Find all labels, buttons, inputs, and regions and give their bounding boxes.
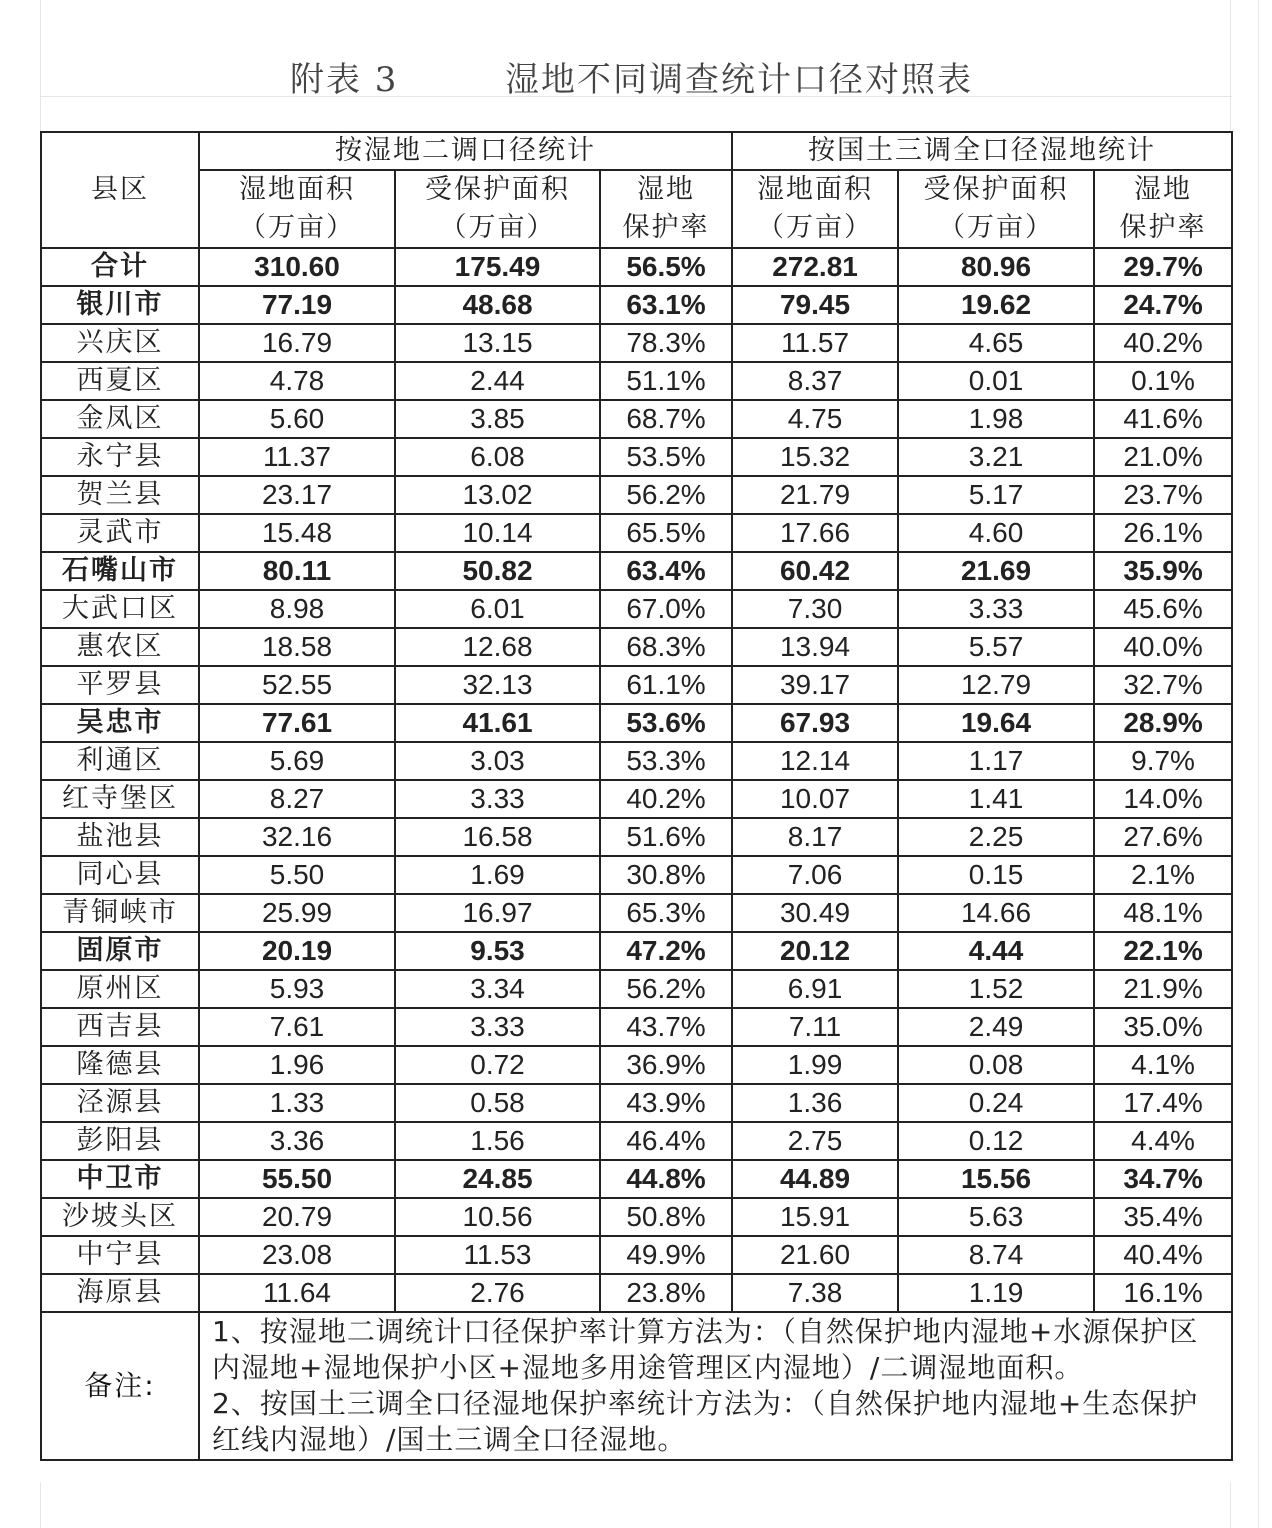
cell-county: 兴庆区 (41, 324, 199, 362)
cell-rate-survey2: 78.3% (600, 324, 732, 362)
cell-rate-survey3: 22.1% (1094, 932, 1232, 970)
cell-protected-survey3: 12.79 (898, 666, 1094, 704)
cell-rate-survey3: 45.6% (1094, 590, 1232, 628)
cell-area-survey2: 8.27 (199, 780, 395, 818)
cell-county: 利通区 (41, 742, 199, 780)
cell-area-survey3: 272.81 (732, 248, 898, 286)
cell-rate-survey3: 41.6% (1094, 400, 1232, 438)
cell-protected-survey3: 5.63 (898, 1198, 1094, 1236)
cell-area-survey2: 18.58 (199, 628, 395, 666)
cell-county: 盐池县 (41, 818, 199, 856)
table-row (41, 1274, 1232, 1312)
cell-county: 银川市 (41, 286, 199, 324)
cell-area-survey3: 79.45 (732, 286, 898, 324)
cell-area-survey2: 77.61 (199, 704, 395, 742)
cell-rate-survey3: 35.4% (1094, 1198, 1232, 1236)
cell-rate-survey3: 26.1% (1094, 514, 1232, 552)
table-row (41, 970, 1232, 1008)
cell-protected-survey2: 16.97 (395, 894, 600, 932)
cell-protected-survey2: 9.53 (395, 932, 600, 970)
cell-rate-survey3: 28.9% (1094, 704, 1232, 742)
cell-area-survey3: 30.49 (732, 894, 898, 932)
cell-area-survey2: 5.69 (199, 742, 395, 780)
cell-protected-survey2: 3.33 (395, 780, 600, 818)
cell-rate-survey2: 56.2% (600, 476, 732, 514)
table-row (41, 400, 1232, 438)
cell-county: 石嘴山市 (41, 552, 199, 590)
cell-rate-survey2: 63.1% (600, 286, 732, 324)
cell-protected-survey2: 0.72 (395, 1046, 600, 1084)
cell-area-survey3: 7.06 (732, 856, 898, 894)
table-row (41, 856, 1232, 894)
cell-protected-survey2: 48.68 (395, 286, 600, 324)
cell-rate-survey3: 29.7% (1094, 248, 1232, 286)
cell-county: 中宁县 (41, 1236, 199, 1274)
table-row (41, 780, 1232, 818)
cell-rate-survey2: 30.8% (600, 856, 732, 894)
cell-rate-survey3: 35.0% (1094, 1008, 1232, 1046)
header-area-2 (732, 170, 898, 248)
header-protected-2-line1: 受保护面积 (923, 174, 1069, 205)
table-row (41, 932, 1232, 970)
cell-rate-survey3: 9.7% (1094, 742, 1232, 780)
cell-rate-survey3: 40.2% (1094, 324, 1232, 362)
cell-protected-survey3: 15.56 (898, 1160, 1094, 1198)
cell-protected-survey3: 4.44 (898, 932, 1094, 970)
cell-protected-survey2: 24.85 (395, 1160, 600, 1198)
cell-rate-survey2: 49.9% (600, 1236, 732, 1274)
cell-county: 同心县 (41, 856, 199, 894)
cell-area-survey2: 11.37 (199, 438, 395, 476)
cell-county: 永宁县 (41, 438, 199, 476)
cell-rate-survey2: 47.2% (600, 932, 732, 970)
table-row (41, 1122, 1232, 1160)
cell-rate-survey3: 4.1% (1094, 1046, 1232, 1084)
notes-text (199, 1312, 1232, 1460)
cell-protected-survey2: 10.56 (395, 1198, 600, 1236)
table-row (41, 286, 1232, 324)
cell-area-survey3: 2.75 (732, 1122, 898, 1160)
cell-rate-survey2: 56.2% (600, 970, 732, 1008)
cell-protected-survey2: 13.02 (395, 476, 600, 514)
cell-protected-survey2: 3.33 (395, 1008, 600, 1046)
cell-county: 平罗县 (41, 666, 199, 704)
cell-rate-survey2: 65.3% (600, 894, 732, 932)
cell-rate-survey3: 17.4% (1094, 1084, 1232, 1122)
cell-rate-survey3: 21.0% (1094, 438, 1232, 476)
cell-area-survey3: 12.14 (732, 742, 898, 780)
cell-county: 吴忠市 (41, 704, 199, 742)
cell-area-survey2: 15.48 (199, 514, 395, 552)
cell-protected-survey2: 32.13 (395, 666, 600, 704)
header-area-1 (199, 170, 395, 248)
cell-rate-survey3: 35.9% (1094, 552, 1232, 590)
cell-county: 中卫市 (41, 1160, 199, 1198)
cell-county: 灵武市 (41, 514, 199, 552)
grid-guide-bottom-right (1230, 1482, 1231, 1528)
cell-protected-survey2: 50.82 (395, 552, 600, 590)
cell-area-survey2: 20.79 (199, 1198, 395, 1236)
cell-rate-survey3: 0.1% (1094, 362, 1232, 400)
cell-rate-survey2: 51.1% (600, 362, 732, 400)
cell-rate-survey2: 23.8% (600, 1274, 732, 1312)
cell-protected-survey2: 3.03 (395, 742, 600, 780)
cell-rate-survey3: 23.7% (1094, 476, 1232, 514)
table-row (41, 438, 1232, 476)
cell-area-survey3: 44.89 (732, 1160, 898, 1198)
cell-protected-survey2: 41.61 (395, 704, 600, 742)
notes-line-3: 2、按国土三调全口径湿地保护率统计方法为：（自然保护地内湿地+生态保护 (212, 1387, 1199, 1420)
cell-area-survey3: 6.91 (732, 970, 898, 1008)
table-row (41, 1008, 1232, 1046)
cell-county: 西夏区 (41, 362, 199, 400)
table-row (41, 666, 1232, 704)
cell-protected-survey2: 1.56 (395, 1122, 600, 1160)
cell-rate-survey3: 48.1% (1094, 894, 1232, 932)
cell-area-survey2: 5.93 (199, 970, 395, 1008)
cell-rate-survey2: 56.5% (600, 248, 732, 286)
header-group-survey2: 按湿地二调口径统计 (199, 132, 732, 170)
table-row (41, 1046, 1232, 1084)
cell-area-survey2: 25.99 (199, 894, 395, 932)
cell-rate-survey2: 40.2% (600, 780, 732, 818)
cell-area-survey2: 11.64 (199, 1274, 395, 1312)
cell-rate-survey2: 46.4% (600, 1122, 732, 1160)
cell-county: 西吉县 (41, 1008, 199, 1046)
table-row (41, 514, 1232, 552)
cell-rate-survey3: 34.7% (1094, 1160, 1232, 1198)
cell-rate-survey3: 40.0% (1094, 628, 1232, 666)
cell-protected-survey3: 0.15 (898, 856, 1094, 894)
table-row (41, 590, 1232, 628)
cell-area-survey2: 5.50 (199, 856, 395, 894)
notes-row (41, 1312, 1232, 1460)
cell-rate-survey2: 44.8% (600, 1160, 732, 1198)
cell-protected-survey3: 8.74 (898, 1236, 1094, 1274)
table-row (41, 1236, 1232, 1274)
cell-rate-survey2: 63.4% (600, 552, 732, 590)
cell-area-survey3: 7.11 (732, 1008, 898, 1046)
cell-protected-survey3: 3.21 (898, 438, 1094, 476)
cell-rate-survey2: 53.5% (600, 438, 732, 476)
cell-protected-survey2: 11.53 (395, 1236, 600, 1274)
cell-county: 合计 (41, 248, 199, 286)
cell-area-survey3: 8.37 (732, 362, 898, 400)
cell-protected-survey3: 1.41 (898, 780, 1094, 818)
cell-area-survey2: 16.79 (199, 324, 395, 362)
cell-area-survey2: 20.19 (199, 932, 395, 970)
table-row (41, 628, 1232, 666)
cell-area-survey3: 21.60 (732, 1236, 898, 1274)
cell-county: 原州区 (41, 970, 199, 1008)
cell-protected-survey3: 14.66 (898, 894, 1094, 932)
notes-label: 备注: (41, 1312, 199, 1460)
cell-rate-survey2: 53.3% (600, 742, 732, 780)
header-area-2-line1: 湿地面积 (757, 174, 874, 205)
cell-rate-survey2: 36.9% (600, 1046, 732, 1084)
cell-rate-survey3: 16.1% (1094, 1274, 1232, 1312)
cell-rate-survey3: 2.1% (1094, 856, 1232, 894)
cell-protected-survey2: 3.34 (395, 970, 600, 1008)
cell-county: 金凤区 (41, 400, 199, 438)
cell-area-survey3: 1.36 (732, 1084, 898, 1122)
table-row (41, 248, 1232, 286)
cell-protected-survey3: 4.65 (898, 324, 1094, 362)
cell-area-survey2: 32.16 (199, 818, 395, 856)
cell-protected-survey3: 1.98 (898, 400, 1094, 438)
cell-area-survey2: 80.11 (199, 552, 395, 590)
cell-protected-survey3: 5.17 (898, 476, 1094, 514)
cell-protected-survey3: 19.62 (898, 286, 1094, 324)
title-text: 湿地不同调查统计口径对照表 (505, 60, 973, 100)
cell-area-survey2: 4.78 (199, 362, 395, 400)
cell-protected-survey2: 3.85 (395, 400, 600, 438)
table-row (41, 1084, 1232, 1122)
table-row (41, 1198, 1232, 1236)
cell-rate-survey2: 51.6% (600, 818, 732, 856)
table-row (41, 476, 1232, 514)
cell-county: 固原市 (41, 932, 199, 970)
cell-protected-survey2: 1.69 (395, 856, 600, 894)
cell-protected-survey3: 80.96 (898, 248, 1094, 286)
cell-area-survey2: 3.36 (199, 1122, 395, 1160)
cell-rate-survey3: 24.7% (1094, 286, 1232, 324)
cell-protected-survey2: 0.58 (395, 1084, 600, 1122)
cell-rate-survey3: 32.7% (1094, 666, 1232, 704)
header-group-survey3: 按国土三调全口径湿地统计 (732, 132, 1232, 170)
cell-area-survey2: 23.08 (199, 1236, 395, 1274)
cell-area-survey2: 8.98 (199, 590, 395, 628)
wetland-comparison-table (40, 131, 1233, 1461)
table-row (41, 894, 1232, 932)
cell-rate-survey2: 61.1% (600, 666, 732, 704)
header-area-1-line2: （万亩） (239, 212, 355, 243)
cell-protected-survey3: 2.49 (898, 1008, 1094, 1046)
cell-protected-survey2: 10.14 (395, 514, 600, 552)
header-protected-1-line2: （万亩） (439, 212, 556, 243)
cell-county: 泾源县 (41, 1084, 199, 1122)
cell-area-survey3: 8.17 (732, 818, 898, 856)
table-row (41, 324, 1232, 362)
header-protected-1 (395, 170, 600, 248)
cell-area-survey3: 39.17 (732, 666, 898, 704)
table-row (41, 742, 1232, 780)
cell-area-survey3: 15.91 (732, 1198, 898, 1236)
notes-line-4: 红线内湿地）/国土三调全口径湿地。 (212, 1423, 687, 1456)
cell-county: 沙坡头区 (41, 1198, 199, 1236)
cell-area-survey3: 13.94 (732, 628, 898, 666)
notes-line-2: 内湿地+湿地保护小区+湿地多用途管理区内湿地）/二调湿地面积。 (212, 1351, 1084, 1384)
cell-area-survey2: 7.61 (199, 1008, 395, 1046)
cell-protected-survey2: 175.49 (395, 248, 600, 286)
header-county: 县区 (41, 132, 199, 248)
cell-area-survey3: 20.12 (732, 932, 898, 970)
cell-protected-survey3: 1.19 (898, 1274, 1094, 1312)
cell-rate-survey2: 43.7% (600, 1008, 732, 1046)
cell-county: 彭阳县 (41, 1122, 199, 1160)
cell-protected-survey3: 0.12 (898, 1122, 1094, 1160)
cell-area-survey3: 60.42 (732, 552, 898, 590)
cell-county: 海原县 (41, 1274, 199, 1312)
cell-rate-survey3: 4.4% (1094, 1122, 1232, 1160)
grid-guide-right-edge (1258, 0, 1259, 1528)
cell-area-survey2: 1.33 (199, 1084, 395, 1122)
cell-county: 大武口区 (41, 590, 199, 628)
table-row (41, 552, 1232, 590)
cell-protected-survey2: 6.01 (395, 590, 600, 628)
cell-rate-survey2: 68.3% (600, 628, 732, 666)
cell-area-survey2: 55.50 (199, 1160, 395, 1198)
cell-area-survey3: 1.99 (732, 1046, 898, 1084)
cell-protected-survey2: 13.15 (395, 324, 600, 362)
cell-protected-survey3: 5.57 (898, 628, 1094, 666)
cell-area-survey3: 4.75 (732, 400, 898, 438)
header-protected-2-line2: （万亩） (938, 212, 1055, 243)
cell-area-survey2: 52.55 (199, 666, 395, 704)
header-rate-1 (600, 170, 732, 248)
cell-protected-survey2: 2.44 (395, 362, 600, 400)
cell-area-survey3: 7.38 (732, 1274, 898, 1312)
cell-area-survey3: 10.07 (732, 780, 898, 818)
cell-protected-survey3: 0.24 (898, 1084, 1094, 1122)
header-area-1-line1: 湿地面积 (239, 174, 355, 205)
header-rate-2 (1094, 170, 1232, 248)
header-rate-1-line1: 湿地 (637, 174, 696, 205)
table-row (41, 362, 1232, 400)
cell-county: 红寺堡区 (41, 780, 199, 818)
cell-protected-survey3: 1.17 (898, 742, 1094, 780)
page-title (0, 50, 1272, 100)
cell-rate-survey2: 53.6% (600, 704, 732, 742)
table-row (41, 1160, 1232, 1198)
cell-protected-survey3: 21.69 (898, 552, 1094, 590)
title-label: 附表 3 (290, 60, 399, 100)
cell-area-survey2: 23.17 (199, 476, 395, 514)
header-rate-2-line2: 保护率 (1119, 212, 1207, 243)
cell-area-survey3: 15.32 (732, 438, 898, 476)
header-rate-1-line2: 保护率 (622, 212, 710, 243)
cell-rate-survey2: 43.9% (600, 1084, 732, 1122)
cell-protected-survey2: 12.68 (395, 628, 600, 666)
cell-rate-survey2: 67.0% (600, 590, 732, 628)
cell-protected-survey3: 0.08 (898, 1046, 1094, 1084)
cell-county: 贺兰县 (41, 476, 199, 514)
cell-area-survey3: 67.93 (732, 704, 898, 742)
cell-rate-survey2: 65.5% (600, 514, 732, 552)
table-row (41, 818, 1232, 856)
cell-area-survey3: 17.66 (732, 514, 898, 552)
cell-rate-survey2: 68.7% (600, 400, 732, 438)
cell-rate-survey2: 50.8% (600, 1198, 732, 1236)
cell-rate-survey3: 40.4% (1094, 1236, 1232, 1274)
header-area-2-line2: （万亩） (757, 212, 874, 243)
header-protected-1-line1: 受保护面积 (425, 174, 570, 205)
cell-rate-survey3: 14.0% (1094, 780, 1232, 818)
cell-protected-survey3: 3.33 (898, 590, 1094, 628)
table-row (41, 704, 1232, 742)
header-protected-2 (898, 170, 1094, 248)
cell-area-survey3: 21.79 (732, 476, 898, 514)
cell-area-survey3: 11.57 (732, 324, 898, 362)
cell-protected-survey3: 19.64 (898, 704, 1094, 742)
cell-protected-survey2: 6.08 (395, 438, 600, 476)
cell-area-survey2: 77.19 (199, 286, 395, 324)
cell-rate-survey3: 21.9% (1094, 970, 1232, 1008)
cell-county: 青铜峡市 (41, 894, 199, 932)
header-rate-2-line1: 湿地 (1134, 174, 1193, 205)
notes-line-1: 1、按湿地二调统计口径保护率计算方法为：（自然保护地内湿地+水源保护区 (212, 1315, 1199, 1348)
cell-protected-survey3: 0.01 (898, 362, 1094, 400)
cell-protected-survey2: 16.58 (395, 818, 600, 856)
cell-rate-survey3: 27.6% (1094, 818, 1232, 856)
cell-county: 隆德县 (41, 1046, 199, 1084)
cell-area-survey2: 1.96 (199, 1046, 395, 1084)
grid-guide-bottom-left (40, 1482, 41, 1528)
cell-area-survey2: 5.60 (199, 400, 395, 438)
cell-protected-survey3: 1.52 (898, 970, 1094, 1008)
cell-protected-survey3: 2.25 (898, 818, 1094, 856)
cell-protected-survey3: 4.60 (898, 514, 1094, 552)
cell-area-survey2: 310.60 (199, 248, 395, 286)
cell-protected-survey2: 2.76 (395, 1274, 600, 1312)
cell-county: 惠农区 (41, 628, 199, 666)
cell-area-survey3: 7.30 (732, 590, 898, 628)
